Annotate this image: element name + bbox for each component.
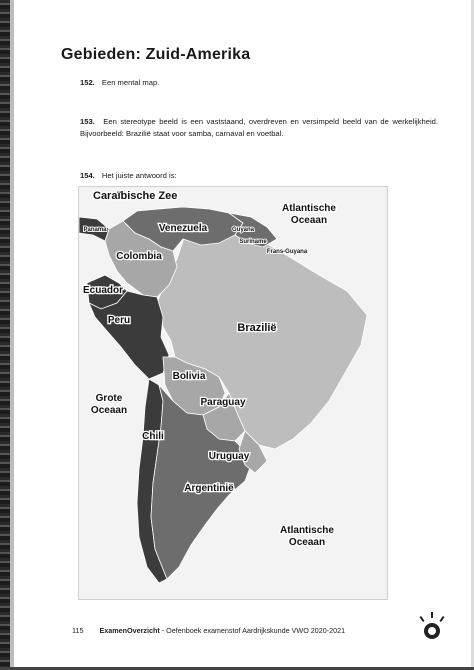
- page-title: Gebieden: Zuid-Amerika: [61, 46, 251, 63]
- country-label-ecuador: Ecuador: [82, 285, 124, 296]
- country-label-guyana: Guyana: [231, 227, 255, 233]
- country-label-brazil: Brazilië: [237, 322, 277, 334]
- footer-brand: ExamenOverzicht: [99, 626, 160, 635]
- sea-label-atlantic-north-2: Oceaan: [290, 215, 328, 226]
- sea-label-atlantic-south: Atlantische: [280, 525, 334, 536]
- country-label-colombia: Colombia: [116, 251, 162, 262]
- map-svg: [79, 187, 387, 599]
- country-label-venezuela: Venezuela: [158, 223, 208, 234]
- footer-subtitle: - Oefenboek examenstof Aardrijkskunde VWO 2020-2021: [159, 626, 346, 635]
- sea-label-pacific-2: Oceaan: [90, 405, 128, 416]
- country-label-argentina: Argentinië: [184, 483, 234, 494]
- scan-edge-left: [0, 0, 10, 670]
- sea-label-caribbean: Caraïbische Zee: [93, 190, 178, 202]
- country-label-chile: Chili: [142, 431, 164, 442]
- country-label-french-guiana: Frans-Guyana: [266, 249, 308, 255]
- question-number: 154.: [80, 171, 95, 180]
- question-number: 153.: [80, 117, 95, 126]
- sea-label-atlantic-north: Atlantische: [282, 203, 336, 214]
- country-label-paraguay: Paraguay: [200, 397, 246, 408]
- country-label-suriname: Suriname: [239, 239, 267, 245]
- answer-text: Het juiste antwoord is:: [101, 171, 177, 180]
- question-153: [80, 116, 438, 140]
- country-label-uruguay: Uruguay: [208, 451, 250, 462]
- country-label-peru: Peru: [107, 315, 131, 326]
- south-america-map: [78, 186, 388, 600]
- sea-label-pacific: Grote: [95, 393, 123, 404]
- book-logo-icon: [418, 612, 446, 640]
- answer-text: Een mental map.: [101, 78, 160, 87]
- question-154: [80, 170, 177, 182]
- question-number: 152.: [80, 78, 95, 87]
- sea-label-atlantic-south-2: Oceaan: [288, 537, 326, 548]
- country-label-panama: Panama: [83, 227, 107, 233]
- scan-edge-left-inner: [10, 0, 14, 670]
- page-number: 115: [72, 626, 84, 635]
- answer-text: Een stereotype beeld is een vaststaand, overdreven en versimpeld beeld van de werkelijkheid. Bijvoorbeeld: Brazilië staat voor samba, carnaval en voetbal.: [80, 117, 438, 138]
- page-footer: [72, 626, 345, 635]
- country-label-bolivia: Bolivia: [172, 371, 206, 382]
- question-152: [80, 77, 159, 89]
